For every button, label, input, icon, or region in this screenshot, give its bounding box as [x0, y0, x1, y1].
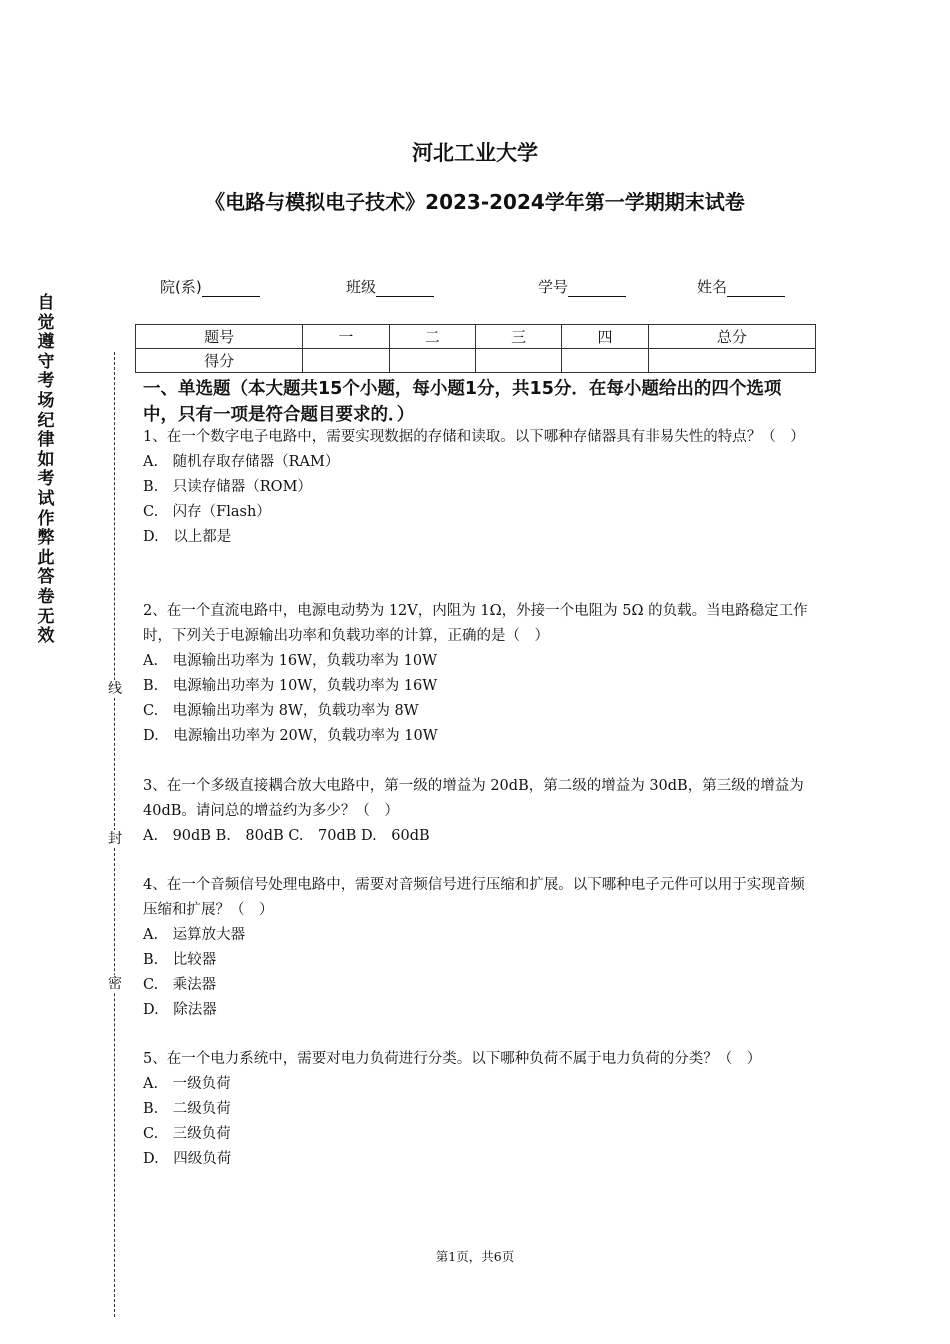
- student-id-field: [538, 276, 626, 297]
- department-blank: [202, 279, 260, 297]
- score-table-cell: [303, 349, 389, 373]
- student-info-row: [160, 276, 800, 300]
- score-table-cell: 一: [303, 325, 389, 349]
- exam-discipline-notice: 自觉遵守考场纪律如考试作弊此答卷无效: [37, 293, 55, 647]
- question-option: A. 随机存取存储器（RAM）: [143, 454, 340, 470]
- question-block: [143, 599, 815, 749]
- question-option: A. 一级负荷: [143, 1076, 231, 1092]
- score-table-cell: 总分: [648, 325, 815, 349]
- university-title: 河北工业大学: [412, 141, 538, 165]
- question-stem: 5、在一个电力系统中，需要对电力负荷进行分类。以下哪种负荷不属于电力负荷的分类？（ ）: [143, 1051, 762, 1067]
- name-blank: [727, 279, 785, 297]
- department-field: [160, 276, 260, 297]
- binding-char-line: 线: [108, 681, 122, 697]
- class-field: [346, 276, 434, 297]
- question-block: [143, 873, 815, 1023]
- score-table-score-row: [136, 349, 816, 373]
- page-number: 第1页，共6页: [435, 1249, 515, 1264]
- score-table-cell: [648, 349, 815, 373]
- question-option: C. 三级负荷: [143, 1126, 231, 1142]
- score-table-cell: [475, 349, 561, 373]
- name-label: 姓名: [697, 278, 728, 296]
- score-table-cell: 三: [475, 325, 561, 349]
- score-table-cell: 题号: [136, 325, 303, 349]
- score-table-cell: 四: [562, 325, 648, 349]
- question-option: A. 电源输出功率为 16W，负载功率为 10W: [143, 653, 438, 669]
- score-table-cell: 得分: [136, 349, 303, 373]
- question-option: C. 闪存（Flash）: [143, 504, 271, 520]
- question-stem: 3、在一个多级直接耦合放大电路中，第一级的增益为 20dB，第二级的增益为 30dB，第三级的增益为 40dB。请问总的增益约为多少？（ ）: [143, 778, 804, 819]
- question-option: A. 90dB B. 80dB C. 70dB D. 60dB: [143, 828, 430, 844]
- question-block: [143, 1047, 815, 1172]
- score-table: [135, 324, 816, 373]
- score-table-cell: [389, 349, 475, 373]
- question-option: B. 电源输出功率为 10W，负载功率为 16W: [143, 678, 438, 694]
- question-block: [143, 425, 815, 550]
- class-label: 班级: [346, 278, 377, 296]
- question-option: D. 除法器: [143, 1002, 217, 1018]
- question-stem: 2、在一个直流电路中，电源电动势为 12V，内阻为 1Ω，外接一个电阻为 5Ω 的负载。当电路稳定工作时，下列关于电源输出功率和负载功率的计算，正确的是（ ）: [143, 603, 808, 644]
- question-option: B. 只读存储器（ROM）: [143, 479, 312, 495]
- name-field: [697, 276, 785, 297]
- question-stem: 1、在一个数字电子电路中，需要实现数据的存储和读取。以下哪种存储器具有非易失性的特点？（ ）: [143, 429, 805, 445]
- question-option: C. 乘法器: [143, 977, 217, 993]
- score-table-cell: [562, 349, 648, 373]
- exam-title: 《电路与模拟电子技术》2023-2024学年第一学期期末试卷: [205, 190, 745, 214]
- question-block: [143, 774, 815, 849]
- question-option: B. 比较器: [143, 952, 217, 968]
- student-id-label: 学号: [538, 278, 569, 296]
- question-option: B. 二级负荷: [143, 1101, 231, 1117]
- binding-char-secret: 密: [108, 976, 122, 992]
- student-id-blank: [568, 279, 626, 297]
- question-option: D. 四级负荷: [143, 1151, 232, 1167]
- question-option: A. 运算放大器: [143, 927, 246, 943]
- question-option: D. 以上都是: [143, 529, 232, 545]
- section-heading: 一、单选题（本大题共15个小题，每小题1分，共15分．在每小题给出的四个选项中，只有一项是符合题目要求的．）: [143, 379, 782, 425]
- question-stem: 4、在一个音频信号处理电路中，需要对音频信号进行压缩和扩展。以下哪种电子元件可以用于实现音频压缩和扩展？（ ）: [143, 877, 805, 918]
- score-table-header-row: [136, 325, 816, 349]
- question-option: D. 电源输出功率为 20W，负载功率为 10W: [143, 728, 438, 744]
- question-option: C. 电源输出功率为 8W，负载功率为 8W: [143, 703, 419, 719]
- department-label: 院(系): [160, 278, 202, 296]
- binding-char-seal: 封: [108, 831, 122, 847]
- score-table-cell: 二: [389, 325, 475, 349]
- class-blank: [376, 279, 434, 297]
